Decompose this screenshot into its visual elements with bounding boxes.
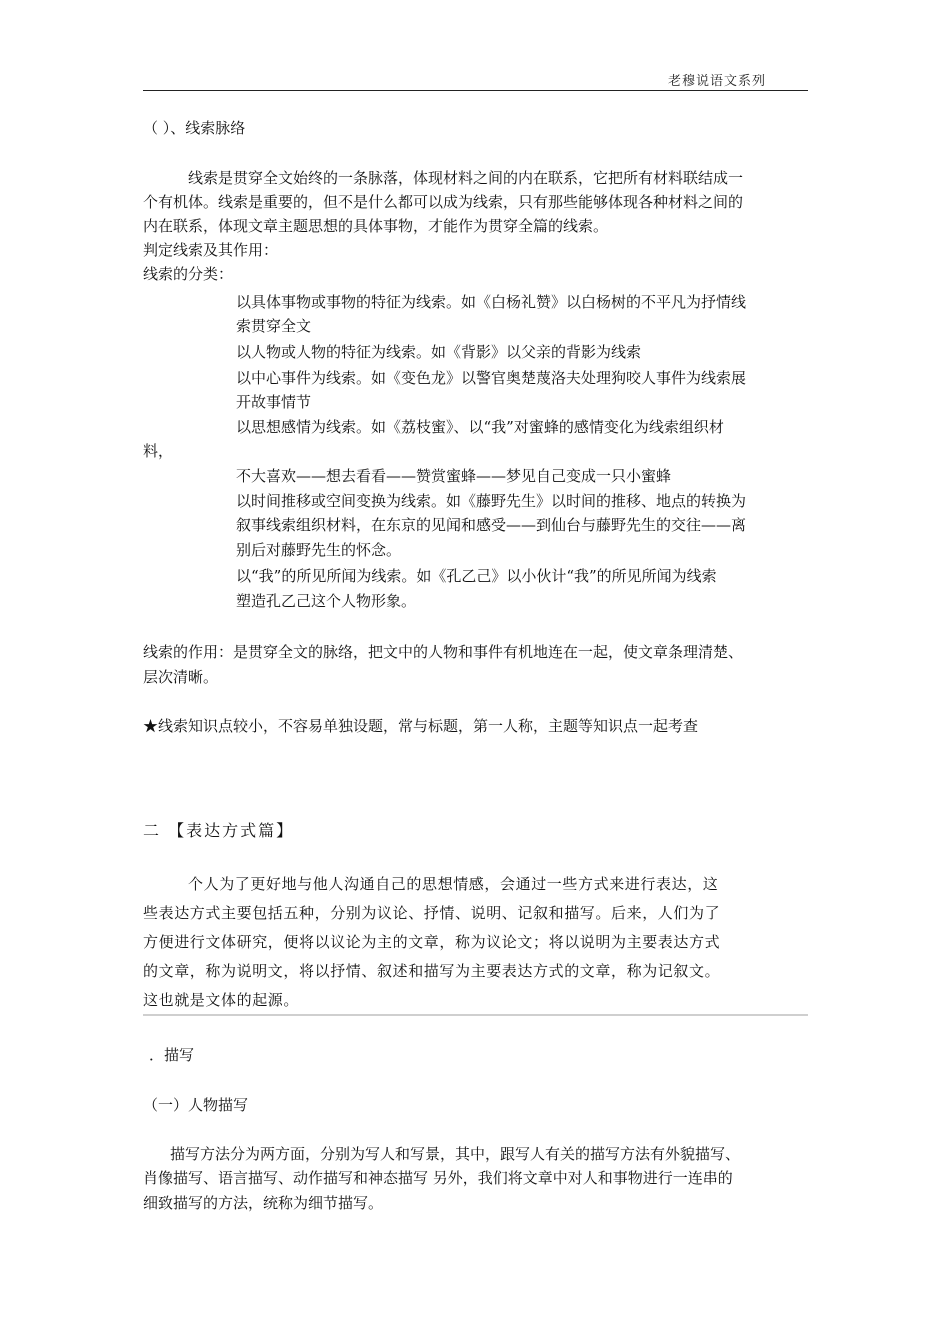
function-line-1: 线索的作用：是贯穿全文的脉络，把文中的人物和事件有机地连在一起，使文章条理清楚、 <box>143 643 744 661</box>
series-title: 老穆说语文系列 <box>667 74 766 89</box>
category-1-line-2: 索贯穿全文 <box>236 317 312 335</box>
expression-para-line-2: 些表达方式主要包括五种，分别为议论、抒情、说明、记叙和描写。后来，人们为了 <box>143 904 721 922</box>
page-header <box>143 70 808 91</box>
description-para-line-2: 肖像描写、语言描写、动作描写和神态描写 另外，我们将文章中对人和事物进行一连串的 <box>143 1169 733 1187</box>
clue-heading: （ ）、线索脉络 <box>143 119 246 137</box>
clue-intro-line-2: 个有机体。线索是重要的，但不是什么都可以成为线索，只有那些能够体现各种材料之间的 <box>143 193 744 211</box>
description-heading: ．描写 <box>149 1046 195 1064</box>
category-6-line-1: 以“我”的所见所闻为线索。如《孔乙己》以小伙计“我”的所见所闻为线索 <box>236 567 717 585</box>
category-5-line-2: 叙事线索组织材料，在东京的见闻和感受——到仙台与藤野先生的交往——离 <box>236 516 747 534</box>
category-4-line-3: 不大喜欢——想去看看——赞赏蜜蜂——梦见自己变成一只小蜜蜂 <box>236 467 672 485</box>
category-5-line-1: 以时间推移或空间变换为线索。如《藤野先生》以时间的推移、地点的转换为 <box>236 492 747 510</box>
clue-note: ★线索知识点较小，不容易单独设题，常与标题，第一人称，主题等知识点一起考查 <box>143 717 699 735</box>
category-6-line-2: 塑造孔乙己这个人物形象。 <box>236 592 417 610</box>
clue-intro-line-1: 线索是贯穿全文始终的一条脉落，体现材料之间的内在联系，它把所有材料联结成一 <box>188 169 744 187</box>
category-3-line-2: 开故事情节 <box>236 393 312 411</box>
function-line-2: 层次清晰。 <box>143 668 219 686</box>
category-4-line-2: 料， <box>143 442 174 460</box>
expression-para-line-3: 方便进行文体研究，便将以议论为主的文章，称为议论文；将以说明为主要表达方式 <box>143 933 721 951</box>
category-label: 线索的分类： <box>143 265 234 283</box>
character-description-heading: （一）人物描写 <box>143 1096 249 1114</box>
expression-section-heading: 二 【表达方式篇】 <box>143 821 295 840</box>
expression-para-line-4: 的文章，称为说明文，将以抒情、叙述和描写为主要表达方式的文章，称为记叙文。 <box>143 962 721 980</box>
category-1-line-1: 以具体事物或事物的特征为线索。如《白杨礼赞》以白杨树的不平凡为抒情线 <box>236 293 747 311</box>
category-2: 以人物或人物的特征为线索。如《背影》以父亲的背影为线索 <box>236 343 642 361</box>
expression-para-line-1: 个人为了更好地与他人沟通自己的思想情感，会通过一些方式来进行表达，这 <box>188 875 719 893</box>
description-para-line-1: 描写方法分为两方面，分别为写人和写景，其中，跟写人有关的描写方法有外貌描写、 <box>170 1145 741 1163</box>
clue-intro-line-3: 内在联系，体现文章主题思想的具体事物，才能作为贯穿全篇的线索。 <box>143 217 609 235</box>
expression-para-line-5: 这也就是文体的起源。 <box>143 991 300 1009</box>
category-3-line-1: 以中心事件为线索。如《变色龙》以警官奥楚蔑洛夫处理狗咬人事件为线索展 <box>236 369 747 387</box>
description-para-line-3: 细致描写的方法，统称为细节描写。 <box>143 1194 384 1212</box>
category-4-line-1: 以思想感情为线索。如《荔枝蜜》、以“我”对蜜蜂的感情变化为线索组织材 <box>236 418 724 436</box>
judge-label: 判定线索及其作用： <box>143 241 279 259</box>
section-divider <box>143 1014 808 1016</box>
category-5-line-3: 别后对藤野先生的怀念。 <box>236 541 402 559</box>
